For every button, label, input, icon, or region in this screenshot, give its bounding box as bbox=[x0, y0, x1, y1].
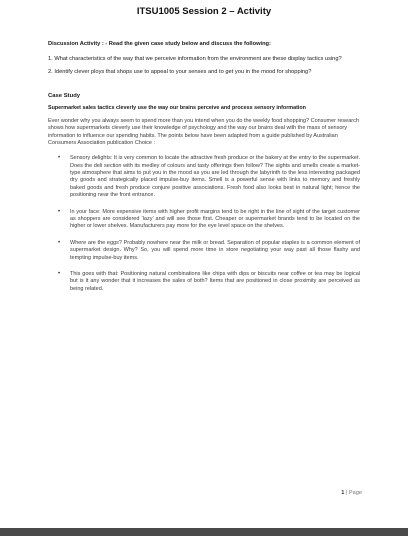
list-item bbox=[48, 155, 360, 199]
bullet-icon: • bbox=[58, 239, 61, 246]
page-separator: | bbox=[344, 490, 349, 496]
page-label: Page bbox=[348, 490, 362, 496]
discussion-heading: Discussion Activity : - Read the given case study below and discuss the following: bbox=[48, 41, 271, 47]
case-study-intro: Ever wonder why you always seem to spend more than you intend when you do the weekly food shopping? Consumer research shows how supermarkets cleverly use their knowledge of psychology and the way our brains deal with the mass of sensory information to influence our spending habits. The points below have been adapted from a guide published by Australian Consumers Association publication Choice : bbox=[48, 118, 359, 146]
list-item-text: This goes with that: Positioning natural combinations like chips with dips or biscuits near coffee or tea may be logical but is it any wonder that it increases the sales of both? Items that are positioned in close proximity are perceived as being related. bbox=[70, 271, 360, 292]
viewer-bottom-bar bbox=[0, 528, 408, 536]
list-item bbox=[48, 209, 360, 231]
bullet-icon: • bbox=[58, 208, 61, 215]
case-study-heading: Case Study bbox=[48, 92, 81, 99]
tactics-list bbox=[48, 155, 360, 293]
document-body bbox=[48, 40, 360, 302]
list-item bbox=[48, 271, 360, 293]
list-item-text: Where are the eggs? Probably nowhere near the milk or bread. Separation of popular staples is a common element of supermarket design. Why? So, you will spend more time in store negotiating your way past all those flashy and tempting impulse-buy items. bbox=[70, 239, 360, 261]
document-title: ITSU1005 Session 2 – Activity bbox=[136, 6, 272, 17]
list-item bbox=[48, 240, 360, 262]
case-study-subheading: Supermarket sales tactics cleverly use the way our brains perceive and process sensory information bbox=[48, 104, 306, 111]
bullet-icon: • bbox=[58, 155, 61, 162]
list-item-text: Sensory delights: It is very common to locate the attractive fresh produce or the bakery at the entry to the supermarket. Does the deli section with its medley of colours and tasty offerings then follow? The sights and smells create a market-type atmosphere that aims to put you in the mood as you are led through the labyrinth to the less interesting packaged dry goods and strategically placed impulse-buy items. Smell is a powerful sense with links to memory and freshly baked goods and fresh produce conjure positive associations. Fresh food also looks best in natural light; hence the positioning near the front entrance. bbox=[70, 155, 360, 199]
bullet-icon: • bbox=[58, 271, 61, 278]
question-2: 2. Identify clever ploys that shops use to appeal to your senses and to get you in the mood for shopping? bbox=[48, 69, 312, 76]
list-item-text: In your face: More expensive items with higher profit margins tend to be right in the line of sight of the target customer as shoppers are considered ‘lazy’ and will see those first. Cheaper or supermarket brands tend to be located on the higher or lower shelves. Manufacturers pay more for the eye level space on the shelves. bbox=[70, 208, 360, 230]
question-1: 1. What characteristics of the way that we perceive information from the environment are these display tactics using? bbox=[48, 56, 342, 62]
page-number: 1 bbox=[341, 490, 345, 496]
page-number-footer bbox=[341, 490, 362, 496]
